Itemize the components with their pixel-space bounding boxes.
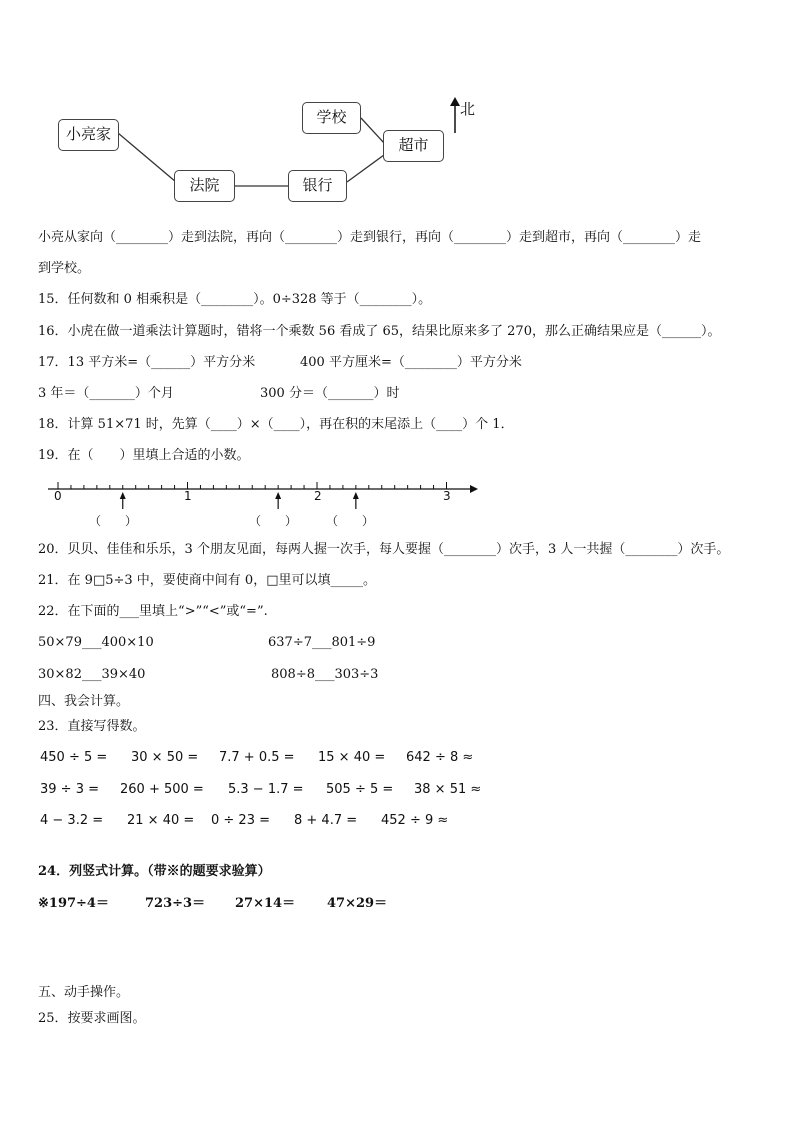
q23-r1c4: 15 × 40 =: [318, 750, 386, 765]
tick-label-3: 3: [443, 489, 451, 503]
q24-item-4: 47×29＝: [327, 896, 388, 911]
answer-paren-1[interactable]: （ ）: [89, 514, 138, 528]
q23-r3c1: 4 − 3.2 =: [40, 813, 104, 828]
north-label: 北: [460, 100, 476, 118]
section-4-title: 四、我会计算。: [38, 694, 130, 709]
q23-r2c5: 38 × 51 ≈: [414, 782, 482, 797]
map-node-home: 小亮家: [58, 119, 119, 151]
q24-item-3: 27×14＝: [235, 896, 296, 911]
q17-d: 300 分＝（_______）时: [260, 386, 400, 401]
pointer-arrow-head-3: [353, 492, 359, 499]
answer-paren-3[interactable]: （ ）: [326, 514, 375, 528]
q23-r2c3: 5.3 − 1.7 =: [228, 782, 304, 797]
q21: 21．在 9□5÷3 中，要使商中间有 0，□里可以填_____。: [38, 573, 376, 588]
q23-r1c2: 30 × 50 =: [131, 750, 199, 765]
q20: 20．贝贝、佳佳和乐乐，3 个朋友见面，每两人握一次手，每人要握（________）次手，3 人一共握（________）次手。: [38, 542, 730, 557]
q23-r3c4: 8 + 4.7 =: [294, 813, 358, 828]
map-node-school: 学校: [302, 102, 361, 134]
tick-label-0: 0: [54, 489, 62, 503]
q24: 24．列竖式计算。（带※的题要求验算）: [38, 864, 271, 879]
q23-r1c3: 7.7 + 0.5 =: [219, 750, 295, 765]
section-5-title: 五、动手操作。: [38, 985, 130, 1000]
q16: 16．小虎在做一道乘法计算题时，错将一个乘数 56 看成了 65，结果比原来多了 270，那么正确结果应是（______）。: [38, 324, 721, 339]
answer-paren-2[interactable]: （ ）: [249, 514, 298, 528]
q23-r2c2: 260 + 500 =: [120, 782, 204, 797]
q23-r2c4: 505 ÷ 5 =: [326, 782, 394, 797]
q17-b: 400 平方厘米=（________）平方分米: [300, 355, 522, 370]
q18: 18．计算 51×71 时，先算（____）×（____），再在积的末尾添上（____）个 1．: [38, 417, 514, 432]
map-node-market: 超市: [383, 130, 444, 162]
q15: 15．任何数和 0 相乘积是（________）。0÷328 等于（________）。: [38, 292, 432, 307]
q14-line1: 小亮从家向（________）走到法院，再向（________）走到银行，再向（________）走到超市，再向（________）走: [38, 230, 702, 245]
q22-b: 637÷7___801÷9: [268, 635, 376, 650]
q19: 19．在（ ）里填上合适的小数。: [38, 448, 250, 463]
q25: 25．按要求画图。: [38, 1011, 146, 1026]
tick-label-1: 1: [184, 489, 192, 503]
q24-item-1: ※197÷4＝: [38, 896, 109, 911]
q22-c: 30×82___39×40: [38, 667, 146, 682]
map-node-bank: 银行: [288, 170, 347, 202]
number-line: [0, 0, 794, 540]
q23-r2c1: 39 ÷ 3 =: [40, 782, 99, 797]
q22-a: 50×79___400×10: [38, 635, 154, 650]
q23-r1c1: 450 ÷ 5 =: [40, 750, 108, 765]
q24-item-2: 723÷3＝: [145, 896, 206, 911]
axis-arrow-head: [470, 485, 478, 493]
map-node-court: 法院: [174, 170, 235, 202]
tick-label-2: 2: [314, 489, 322, 503]
q23-r3c2: 21 × 40 =: [127, 813, 195, 828]
q23-r1c5: 642 ÷ 8 ≈: [406, 750, 474, 765]
pointer-arrow-head-2: [275, 492, 281, 499]
q17-c: 3 年＝（_______）个月: [38, 386, 174, 401]
q22-d: 808÷8___303÷3: [271, 667, 379, 682]
q22: 22．在下面的___里填上“>”“<”或“=”.: [38, 604, 268, 619]
pointer-arrow-head-1: [120, 492, 126, 499]
q23-r3c3: 0 ÷ 23 =: [211, 813, 270, 828]
q17-a: 17．13 平方米=（______）平方分米: [38, 355, 256, 370]
q14-line2: 到学校。: [38, 261, 91, 276]
q23-r3c5: 452 ÷ 9 ≈: [381, 813, 449, 828]
q23: 23．直接写得数。: [38, 719, 146, 734]
